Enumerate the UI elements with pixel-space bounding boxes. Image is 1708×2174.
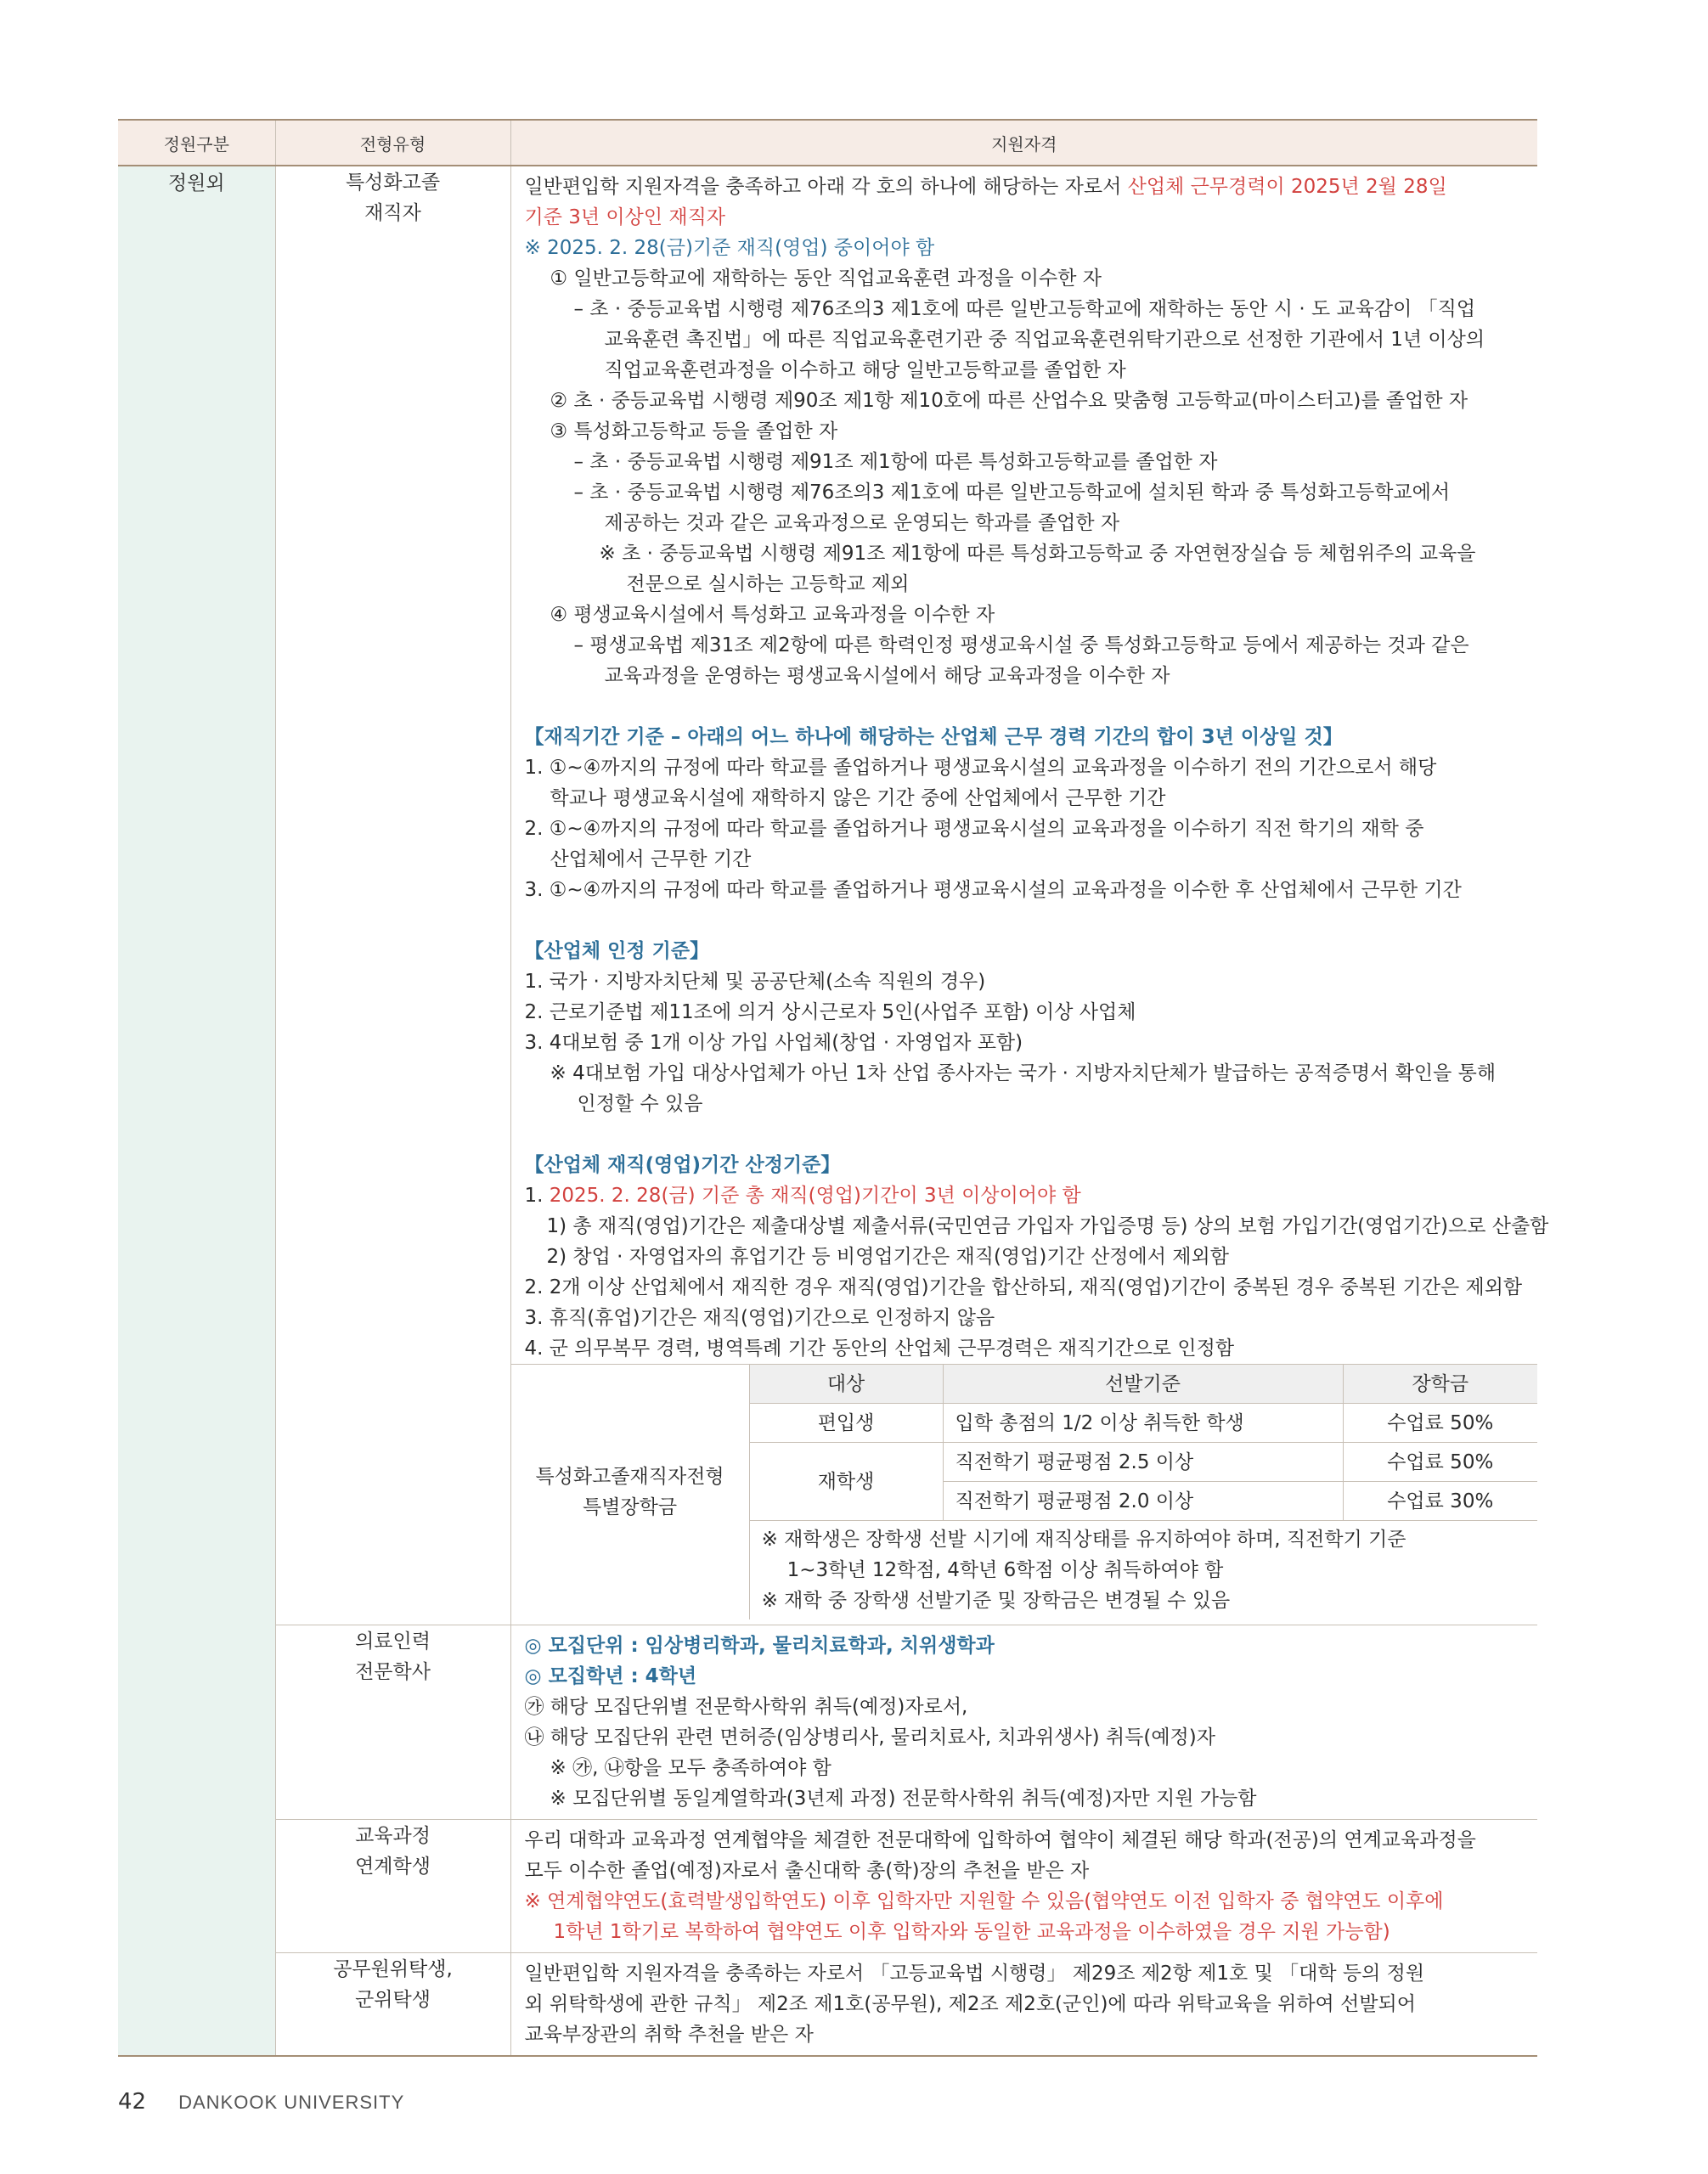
header-admission-type: 전형유형 — [275, 120, 510, 166]
text-line: 3. ①~④까지의 규정에 따라 학교를 졸업하거나 평생교육시설의 교육과정을 이수한 후 산업체에서 근무한 기간 — [524, 879, 1462, 901]
text-line: 3. 4대보험 중 1개 이상 가입 사업체(창업 · 자영업자 포함) — [524, 1032, 1023, 1054]
scholarship-criteria: 직전학기 평균평점 2.5 이상 — [943, 1443, 1343, 1482]
scholarship-header-amount: 장학금 — [1343, 1365, 1537, 1404]
scholarship-amount: 수업료 50% — [1343, 1443, 1537, 1482]
type-label-line: 전문학사 — [355, 1661, 431, 1683]
scholarship-section — [511, 1364, 1538, 1619]
text-line: 외 위탁학생에 관한 규칙」 제2조 제1호(공무원), 제2조 제2호(군인)에 따라 위탁교육을 위하여 선발되어 — [524, 1993, 1416, 2015]
type-label-line: 군위탁생 — [355, 1989, 431, 2011]
text-line: 3. 휴직(휴업)기간은 재직(영업)기간으로 인정하지 않음 — [524, 1307, 995, 1329]
text-line: ㉯ 해당 모집단위 관련 면허증(임상병리사, 물리치료사, 치과위생사) 취득(예정)자 — [524, 1726, 1215, 1749]
text-line: 1. 국가 · 지방자치단체 및 공공단체(소속 직원의 경우) — [524, 971, 986, 993]
header-qualification: 지원자격 — [510, 120, 1537, 166]
text-line: 2. 2개 이상 산업체에서 재직한 경우 재직(영업)기간을 합산하되, 재직(영업)기간이 중복된 경우 중복된 기간은 제외함 — [524, 1276, 1523, 1298]
type-label-line: 의료인력 — [355, 1630, 431, 1653]
quota-category-cell — [118, 166, 275, 2056]
highlight-text: 1학년 1학기로 복학하여 협약연도 이후 입학자와 동일한 교육과정을 이수하였을 경우 지원 가능함) — [553, 1921, 1390, 1943]
text-line: ※ 4대보험 가입 대상사업체가 아닌 1차 산업 종사자는 국가 · 지방자치단체가 발급하는 공적증명서 확인을 통해 — [550, 1062, 1497, 1084]
page-number: 42 — [118, 2089, 147, 2115]
section-title-period: 【재직기간 기준 – 아래의 어느 하나에 해당하는 산업체 근무 경력 기간의 합이 3년 이상일 것】 — [524, 726, 1343, 748]
text-line: 직업교육훈련과정을 이수하고 해당 일반고등학교를 졸업한 자 — [604, 359, 1126, 381]
text-line: 인정할 수 있음 — [577, 1093, 703, 1115]
text-line: – 초 · 중등교육법 시행령 제91조 제1항에 따른 특성화고등학교를 졸업한 자 — [573, 451, 1218, 473]
type-label-line: 공무원위탁생, — [333, 1958, 453, 1980]
table-header-row — [118, 120, 1537, 166]
admission-type-commissioned — [275, 1953, 510, 2057]
university-name: DANKOOK UNIVERSITY — [178, 2092, 405, 2113]
text-line: ④ 평생교육시설에서 특성화고 교육과정을 이수한 자 — [550, 604, 995, 626]
text-line: 산업체에서 근무한 기간 — [550, 848, 752, 870]
scholarship-notes — [749, 1521, 1537, 1620]
highlight-text: 산업체 근무경력이 2025년 2월 28일 — [1127, 176, 1447, 198]
page-footer — [118, 2089, 404, 2115]
text-line: 교육부장관의 취학 추천을 받은 자 — [524, 2024, 814, 2046]
admission-type-industrial — [275, 166, 510, 1625]
scholarship-criteria: 입학 총점의 1/2 이상 취득한 학생 — [943, 1404, 1343, 1443]
text-line: 1) 총 재직(영업)기간은 제출대상별 제출서류(국민연금 가입자 가입증명 등) 상의 보험 가입기간(영업기간)으로 산출함 — [546, 1215, 1549, 1237]
text-line: ※ 모집단위별 동일계열학과(3년제 과정) 전문학사학위 취득(예정)자만 지원 가능함 — [550, 1788, 1257, 1810]
text-line: 교육과정을 운영하는 평생교육시설에서 해당 교육과정을 이수한 자 — [604, 665, 1170, 687]
text-line: 교육훈련 촉진법」에 따른 직업교육훈련기관 중 직업교육훈련위탁기관으로 선정한 기관에서 1년 이상의 — [604, 329, 1485, 351]
text-line: ① 일반고등학교에 재학하는 동안 직업교육훈련 과정을 이수한 자 — [550, 268, 1102, 290]
type-label-line: 교육과정 — [355, 1825, 431, 1847]
scholarship-criteria: 직전학기 평균평점 2.0 이상 — [943, 1482, 1343, 1521]
section-title-certification: 【산업체 인정 기준】 — [524, 940, 710, 962]
table-row — [118, 1625, 1537, 1820]
text-line: ※ 초 · 중등교육법 시행령 제91조 제1항에 따른 특성화고등학교 중 자연현장실습 등 체험위주의 교육을 — [599, 543, 1476, 565]
recruit-unit: ◎ 모집단위 : 임상병리학과, 물리치료학과, 치위생학과 — [524, 1635, 995, 1657]
text-line: 2. 근로기준법 제11조에 의거 상시근로자 5인(사업주 포함) 이상 사업체 — [524, 1001, 1136, 1023]
table-row — [118, 166, 1537, 1625]
text-line: 1. 2025. 2. 28(금) 기준 총 재직(영업)기간이 3년 이상이어야 함 — [524, 1185, 1081, 1207]
text-line: 4. 군 의무복무 경력, 병역특례 기간 동안의 산업체 근무경력은 재직기간으로 인정함 — [524, 1338, 1235, 1360]
text-line: 전문으로 실시하는 고등학교 제외 — [626, 573, 910, 595]
text-line: 학교나 평생교육시설에 재학하지 않은 기간 중에 산업체에서 근무한 기간 — [550, 787, 1166, 809]
text-line: 일반편입학 지원자격을 충족하는 자로서 「고등교육법 시행령」 제29조 제2항 제1호 및 「대학 등의 정원 — [524, 1963, 1425, 1985]
text-line: ※ 재학 중 장학생 선발기준 및 장학금은 변경될 수 있음 — [761, 1590, 1231, 1612]
qualification-medical — [510, 1625, 1537, 1820]
text-line: 제공하는 것과 같은 교육과정으로 운영되는 학과를 졸업한 자 — [604, 512, 1120, 534]
text-line: – 초 · 중등교육법 시행령 제76조의3 제1호에 따른 일반고등학교에 설치된 학과 중 특성화고등학교에서 — [573, 482, 1451, 504]
text-line: 일반편입학 지원자격을 충족하고 아래 각 호의 하나에 해당하는 자로서 산업체 근무경력이 2025년 2월 28일 — [524, 176, 1447, 198]
highlight-text: 2025. 2. 28(금) 기준 총 재직(영업)기간이 3년 이상이어야 함 — [549, 1185, 1081, 1207]
scholarship-target: 재학생 — [749, 1443, 943, 1521]
highlight-text: 기준 3년 이상인 재직자 — [524, 206, 726, 228]
scholarship-title-cell — [511, 1365, 750, 1620]
text-line: ※ 재학생은 장학생 선발 시기에 재직상태를 유지하여야 하며, 직전학기 기준 — [761, 1529, 1406, 1551]
text-line: 1~3학년 12학점, 4학년 6학점 이상 취득하여야 함 — [786, 1559, 1224, 1581]
recruit-year: ◎ 모집학년 : 4학년 — [524, 1665, 697, 1687]
scholarship-target: 편입생 — [749, 1404, 943, 1443]
qualification-commissioned — [510, 1953, 1537, 2057]
text-line: ※ ㉮, ㉯항을 모두 충족하여야 함 — [550, 1757, 831, 1779]
highlight-text: ※ 연계협약연도(효력발생입학연도) 이후 입학자만 지원할 수 있음(협약연도 이전 입학자 중 협약연도 이후에 — [524, 1890, 1444, 1912]
type-label-line: 재직자 — [364, 202, 421, 224]
scholarship-header-target: 대상 — [749, 1365, 943, 1404]
scholarship-amount: 수업료 50% — [1343, 1404, 1537, 1443]
admission-qualification-table — [118, 119, 1549, 2057]
header-quota-category: 정원구분 — [118, 120, 275, 166]
table-row — [118, 1953, 1537, 2057]
type-label-line: 특성화고졸 — [345, 172, 441, 194]
text-line: 1. ①~④까지의 규정에 따라 학교를 졸업하거나 평생교육시설의 교육과정을 이수하기 전의 기간으로서 해당 — [524, 757, 1437, 779]
text-line: ② 초 · 중등교육법 시행령 제90조 제1항 제10호에 따른 산업수요 맞춤형 고등학교(마이스터고)를 졸업한 자 — [550, 390, 1468, 412]
admission-type-medical — [275, 1625, 510, 1820]
scholarship-header-criteria: 선발기준 — [943, 1365, 1343, 1404]
note-text: ※ 2025. 2. 28(금)기준 재직(영업) 중이어야 함 — [524, 237, 935, 259]
text-line: 2. ①~④까지의 규정에 따라 학교를 졸업하거나 평생교육시설의 교육과정을 이수하기 직전 학기의 재학 중 — [524, 818, 1424, 840]
scholarship-table — [511, 1364, 1538, 1619]
scholarship-title: 특별장학금 — [583, 1496, 678, 1518]
section-title-calculation: 【산업체 재직(영업)기간 산정기준】 — [524, 1154, 841, 1176]
text-line: 우리 대학과 교육과정 연계협약을 체결한 전문대학에 입학하여 협약이 체결된 해당 학과(전공)의 연계교육과정을 — [524, 1829, 1476, 1851]
text-line: 2) 창업 · 자영업자의 휴업기간 등 비영업기간은 재직(영업)기간 산정에서 제외함 — [546, 1246, 1229, 1268]
text-line: ③ 특성화고등학교 등을 졸업한 자 — [550, 420, 838, 442]
text-line: – 초 · 중등교육법 시행령 제76조의3 제1호에 따른 일반고등학교에 재학하는 동안 시 · 도 교육감이 「직업 — [573, 298, 1476, 320]
scholarship-title: 특성화고졸재직자전형 — [535, 1466, 724, 1488]
qualification-linked — [510, 1820, 1537, 1953]
quota-label: 정원외 — [167, 172, 225, 194]
scholarship-amount: 수업료 30% — [1343, 1482, 1537, 1521]
text-line: – 평생교육법 제31조 제2항에 따른 학력인정 평생교육시설 중 특성화고등학교 등에서 제공하는 것과 같은 — [573, 634, 1469, 656]
type-label-line: 연계학생 — [355, 1856, 431, 1878]
text-line: ㉮ 해당 모집단위별 전문학사학위 취득(예정)자로서, — [524, 1696, 968, 1718]
admission-type-linked — [275, 1820, 510, 1953]
text-line: 모두 이수한 졸업(예정)자로서 출신대학 총(학)장의 추천을 받은 자 — [524, 1860, 1090, 1882]
qualification-industrial — [510, 166, 1549, 1625]
table-row — [118, 1820, 1537, 1953]
